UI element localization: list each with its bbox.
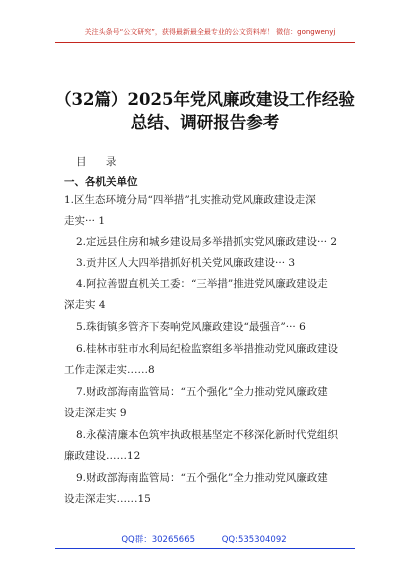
- footer-contact: [0, 533, 408, 545]
- toc-item-2-line-1[interactable]: 2.定远县住房和城乡建设局多举措抓实党风廉政建设··· 2: [76, 236, 338, 248]
- header-divider: [55, 42, 355, 43]
- footer-divider: [55, 548, 355, 549]
- toc-item-6-line-2[interactable]: 工作走深走实……8: [64, 364, 155, 376]
- toc-heading: 目 录: [76, 156, 125, 168]
- toc-item-9-line-2[interactable]: 设走深走实……15: [64, 493, 151, 505]
- toc-item-5-line-1[interactable]: 5.珠街镇多管齐下奏响党风廉政建设“最强音”··· 6: [76, 321, 306, 333]
- toc-item-7-line-1[interactable]: 7.财政部海南监管局：“五个强化”全力推动党风廉政建: [76, 386, 328, 398]
- header-banner: 关注头条号“公文研究”，获得最新最全最专业的公文资料库！ 微信：gongwenyj: [84, 28, 336, 36]
- toc-item-4-line-2[interactable]: 深走实 4: [64, 299, 106, 311]
- toc-item-3-line-1[interactable]: 3.贡井区人大四举措抓好机关党风廉政建设··· 3: [76, 257, 296, 269]
- toc-item-8-line-1[interactable]: 8.永葆清廉本色筑牢执政根基坚定不移深化新时代党组织: [76, 429, 339, 441]
- toc-item-6-line-1[interactable]: 6.桂林市驻市水利局纪检监察组多举措推动党风廉政建设: [76, 343, 339, 355]
- footer-qq: QQ:535304092: [221, 535, 287, 545]
- toc-item-8-line-2[interactable]: 廉政建设……12: [64, 450, 141, 462]
- toc-item-1-line-1[interactable]: 1.区生态环境分局“四举措”扎实推动党风廉政建设走深: [64, 194, 316, 206]
- document-title-line-1: （32篇）2025年党风廉政建设工作经验: [55, 90, 355, 109]
- toc-item-4-line-1[interactable]: 4.阿拉善盟直机关工委：“三举措”推进党风廉政建设走: [76, 278, 328, 290]
- document-title-line-2: 总结、调研报告参考: [130, 113, 280, 132]
- toc-section-heading: 一、各机关单位: [64, 176, 138, 188]
- toc-item-1-line-2[interactable]: 走实··· 1: [64, 215, 106, 227]
- toc-item-7-line-2[interactable]: 设走深走实 9: [64, 407, 127, 419]
- toc-item-9-line-1[interactable]: 9.财政部海南监管局：“五个强化”全力推动党风廉政建: [76, 472, 328, 484]
- footer-qq-group: QQ群：30265665: [121, 535, 196, 545]
